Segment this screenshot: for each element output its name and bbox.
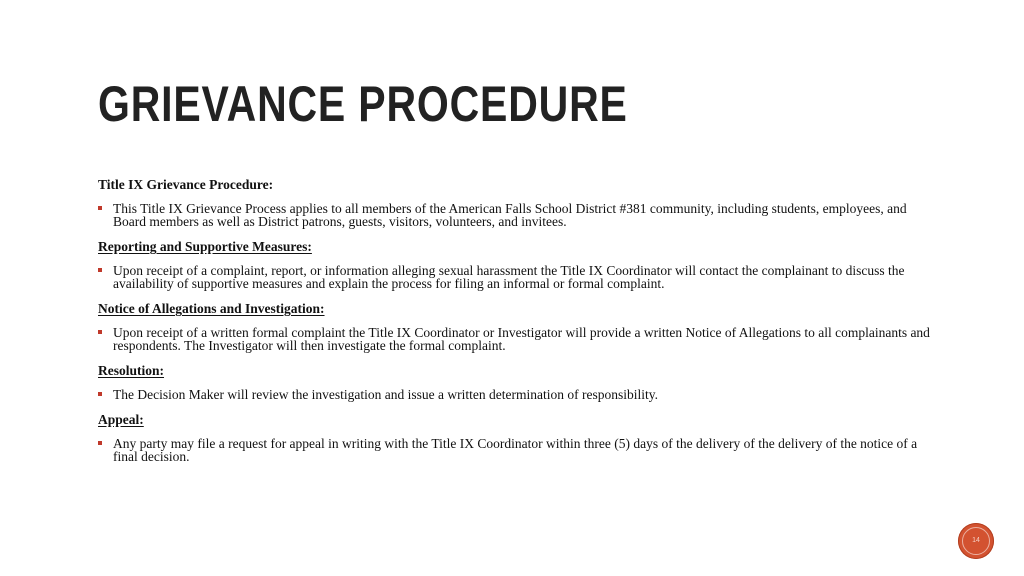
- bullet-item: [98, 264, 938, 290]
- square-bullet-icon: [98, 206, 102, 210]
- section-heading-title-ix: Title IX Grievance Procedure:: [98, 177, 274, 192]
- bullet-item: [98, 437, 938, 463]
- page-number: 14: [972, 537, 980, 544]
- square-bullet-icon: [98, 392, 102, 396]
- bullet-text: Upon receipt of a complaint, report, or information alleging sexual harassment the Title IX Coordinator will contact the complainant to discuss the availability of supportive measures and explain the process for filing an informal or formal complaint.: [113, 263, 905, 291]
- square-bullet-icon: [98, 330, 102, 334]
- bullet-text: Any party may file a request for appeal in writing with the Title IX Coordinator within three (5) days of the delivery of the delivery of the notice of a final decision.: [113, 436, 918, 464]
- bullet-text: The Decision Maker will review the investigation and issue a written determination of responsibility.: [113, 387, 658, 402]
- bullet-item: [98, 202, 938, 228]
- bullet-text: This Title IX Grievance Process applies to all members of the American Falls School District #381 community, including students, employees, and Board members as well as District patrons, guests, visitors, volunteers, and invitees.: [113, 201, 907, 229]
- slide-content: [98, 177, 938, 474]
- bullet-text: Upon receipt of a written formal complaint the Title IX Coordinator or Investigator will provide a written Notice of Allegations to all complainants and respondents. The Investigator will then investigate the formal complaint.: [113, 325, 930, 353]
- section-heading-notice: Notice of Allegations and Investigation:: [98, 301, 325, 316]
- page-number-badge: [958, 523, 994, 559]
- section-heading-resolution: Resolution:: [98, 363, 165, 378]
- square-bullet-icon: [98, 441, 102, 445]
- bullet-item: [98, 388, 938, 401]
- section-heading-reporting: Reporting and Supportive Measures:: [98, 239, 312, 254]
- slide-title: GRIEVANCE PROCEDURE: [98, 76, 628, 132]
- section-heading-appeal: Appeal:: [98, 412, 144, 427]
- bullet-item: [98, 326, 938, 352]
- square-bullet-icon: [98, 268, 102, 272]
